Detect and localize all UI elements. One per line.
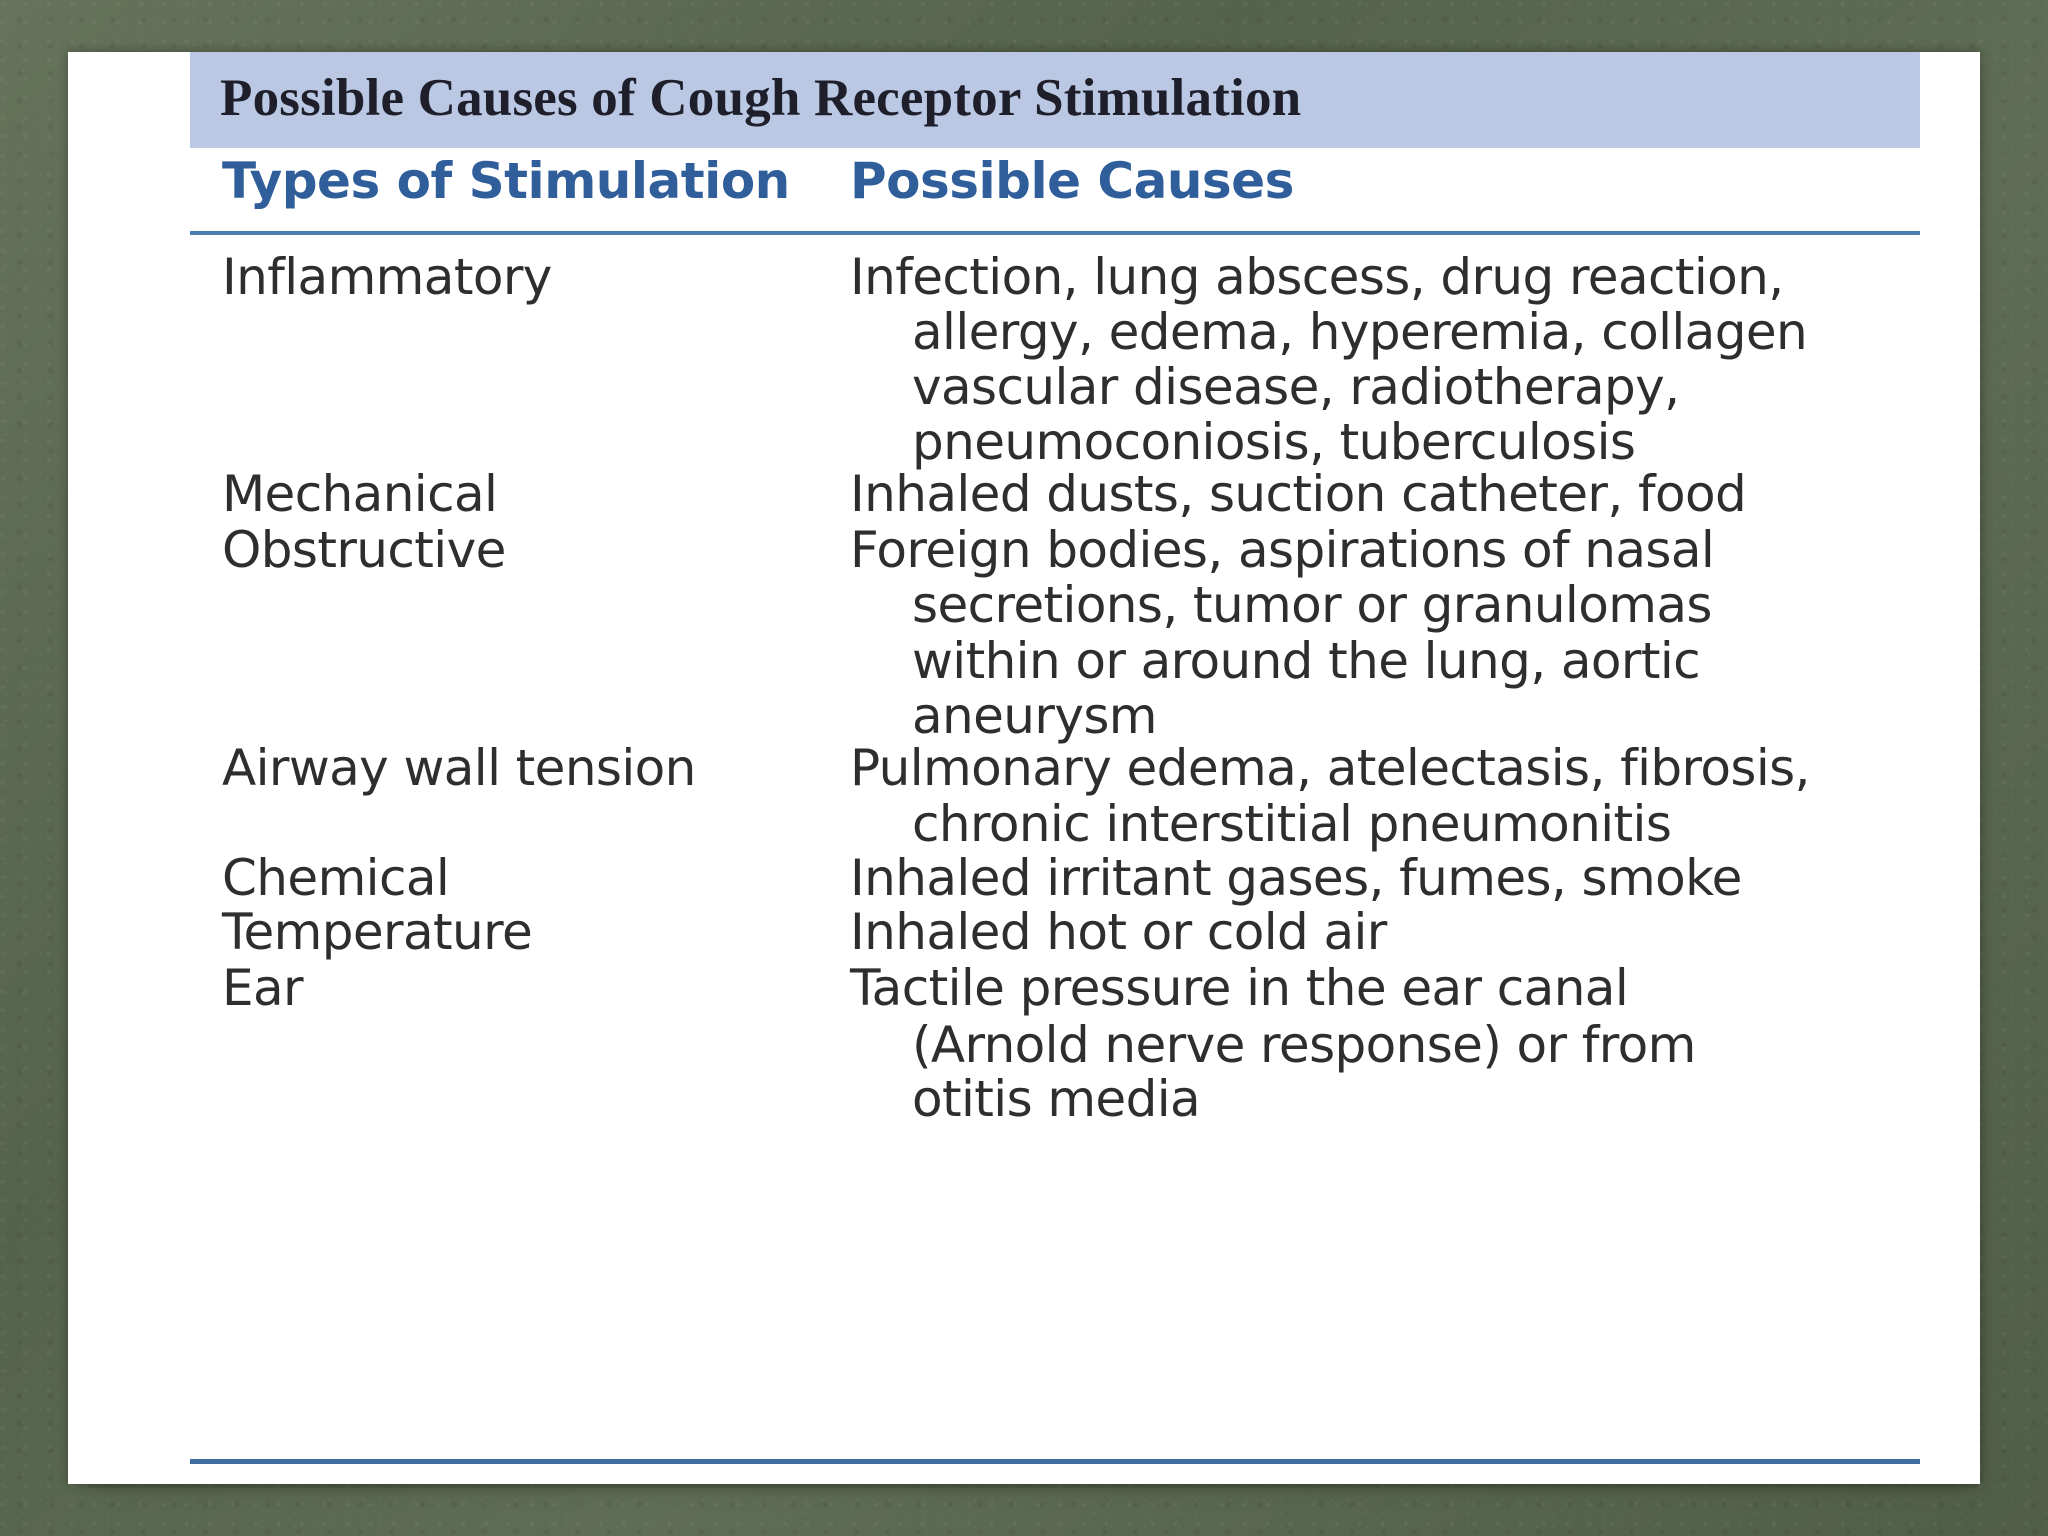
cause-line: (Arnold nerve response) or from: [912, 1016, 1696, 1074]
cause-line: Tactile pressure in the ear canal: [850, 959, 1629, 1017]
header-rule: [190, 231, 1920, 235]
row-type-temperature: Temperature: [222, 903, 533, 961]
table-paper: [68, 52, 1980, 1484]
cause-line: allergy, edema, hyperemia, collagen: [912, 303, 1808, 361]
cause-line: Inhaled dusts, suction catheter, food: [850, 465, 1747, 523]
cause-line: aneurysm: [912, 687, 1157, 745]
row-type-obstructive: Obstructive: [222, 521, 506, 579]
row-type-inflammatory: Inflammatory: [222, 248, 552, 306]
cause-line: within or around the lung, aortic: [912, 632, 1701, 690]
cause-line: Pulmonary edema, atelectasis, fibrosis,: [850, 739, 1810, 797]
row-type-ear: Ear: [222, 959, 303, 1017]
cause-line: pneumoconiosis, tuberculosis: [912, 413, 1636, 471]
cause-line: Inhaled irritant gases, fumes, smoke: [850, 849, 1742, 907]
row-type-mechanical: Mechanical: [222, 465, 498, 523]
cause-line: Foreign bodies, aspirations of nasal: [850, 521, 1715, 579]
cause-line: vascular disease, radiotherapy,: [912, 358, 1680, 416]
title-band: [190, 52, 1920, 148]
table-title: Possible Causes of Cough Receptor Stimulation: [220, 69, 1302, 127]
row-type-airway-wall-tension: Airway wall tension: [222, 739, 696, 797]
footer-rule: [190, 1459, 1920, 1464]
cause-line: chronic interstitial pneumonitis: [912, 795, 1672, 853]
cause-line: Inhaled hot or cold air: [850, 903, 1387, 961]
column-header-types: Types of Stimulation: [222, 152, 790, 210]
cause-line: otitis media: [912, 1070, 1201, 1128]
row-type-chemical: Chemical: [222, 849, 450, 907]
cause-line: secretions, tumor or granulomas: [912, 576, 1712, 634]
cause-line: Infection, lung abscess, drug reaction,: [850, 248, 1784, 306]
column-header-causes: Possible Causes: [850, 152, 1294, 210]
